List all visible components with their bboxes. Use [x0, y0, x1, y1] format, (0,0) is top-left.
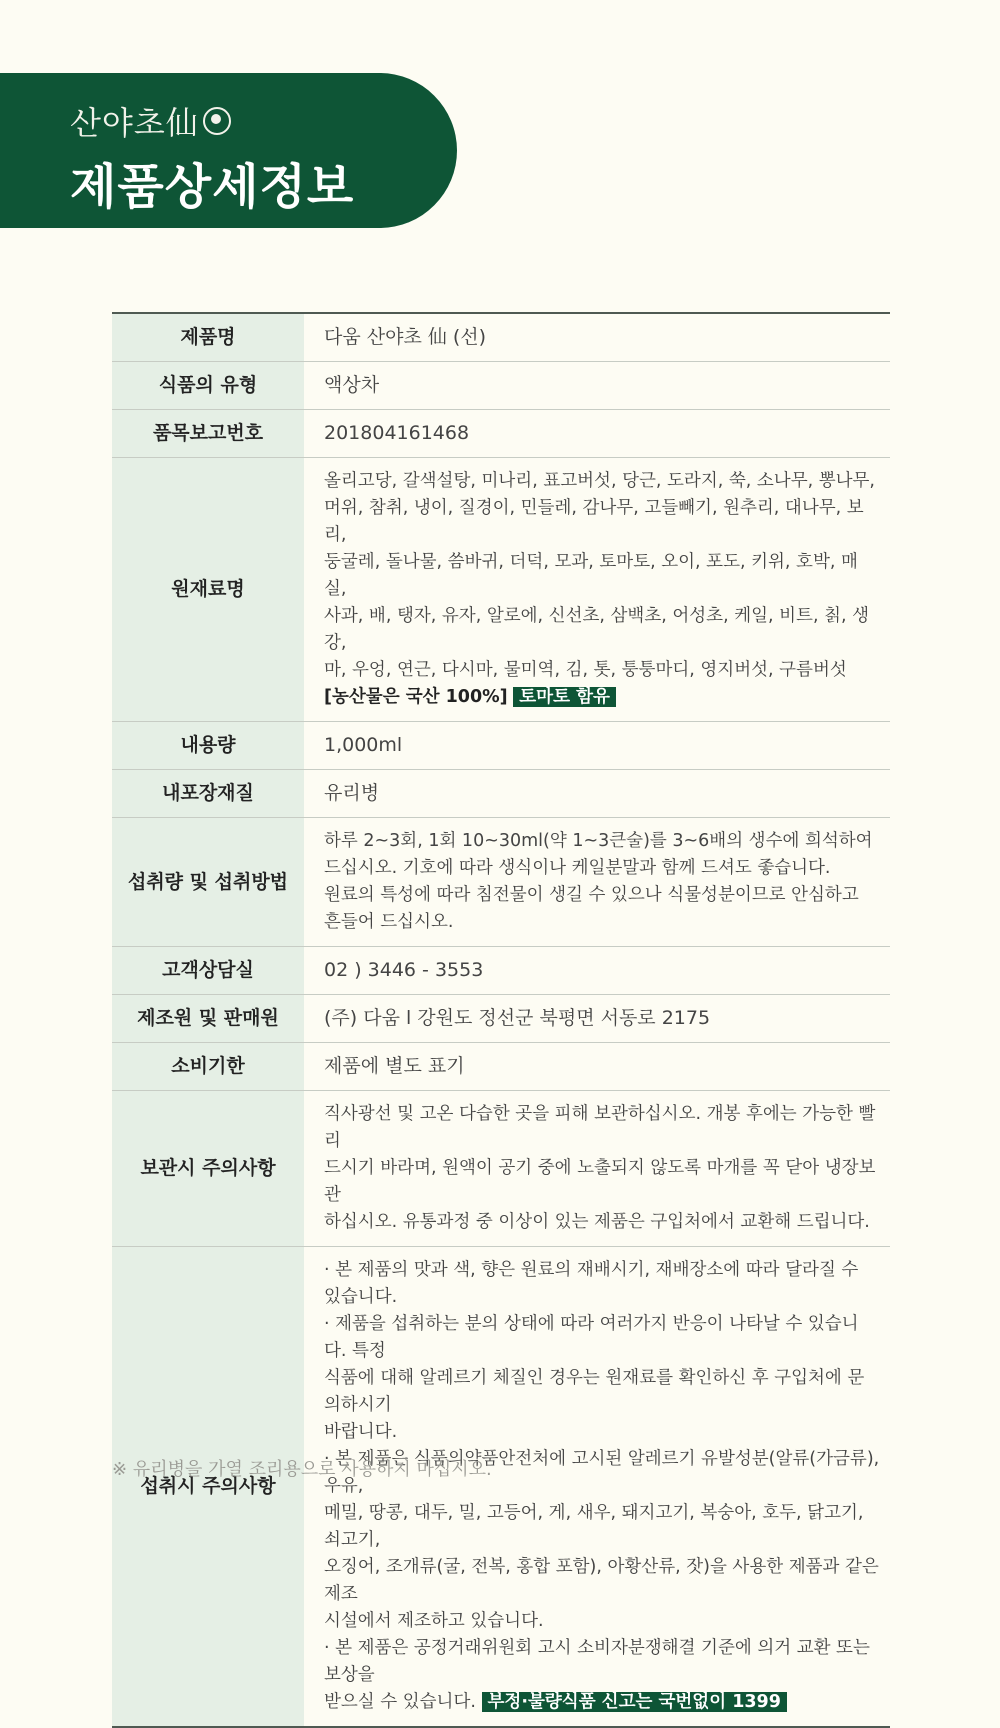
caution-last-line: [324, 1689, 880, 1716]
title-banner: [0, 73, 457, 228]
caution-line: 메밀, 땅콩, 대두, 밀, 고등어, 게, 새우, 돼지고기, 복숭아, 호두, 닭고기, 쇠고기,: [324, 1503, 864, 1550]
storage-line: 직사광선 및 고온 다습한 곳을 피해 보관하십시오. 개봉 후에는 가능한 빨리: [324, 1104, 876, 1151]
glass-bottle-warning: ※ 유리병을 가열 조리용으로 사용하지 마십시오.: [112, 1459, 492, 1480]
row-label: 원재료명: [112, 458, 304, 722]
storage-caution-value: [304, 1091, 890, 1247]
report-hotline-badge: 부정·불량식품 신고는 국번없이 1399: [482, 1692, 787, 1712]
intake-line: 원료의 특성에 따라 침전물이 생길 수 있으나 식물성분이므로 안심하고: [324, 885, 859, 905]
row-value: 02 ) 3446 - 3553: [304, 947, 890, 995]
row-value: 유리병: [304, 770, 890, 818]
table-row: [112, 313, 890, 362]
ingredients-value: [304, 458, 890, 722]
table-row: [112, 947, 890, 995]
ingredients-emphasis-line: [324, 684, 880, 711]
row-value: (주) 다움 l 강원도 정선군 북평면 서동로 2175: [304, 995, 890, 1043]
caution-line: 식품에 대해 알레르기 체질인 경우는 원재료를 확인하신 후 구입처에 문의하시기: [324, 1368, 865, 1415]
row-label: 내용량: [112, 722, 304, 770]
caution-line: 시설에서 제조하고 있습니다.: [324, 1611, 544, 1631]
caution-line: · 본 제품은 식품의약품안전처에 고시된 알레르기 유발성분(알류(가금류), 우유,: [324, 1449, 880, 1496]
storage-line: 드시기 바라며, 원액이 공기 중에 노출되지 않도록 마개를 꼭 닫아 냉장보관: [324, 1158, 876, 1205]
caution-line-text: 받으실 수 있습니다.: [324, 1692, 476, 1712]
intake-line: 하루 2~3회, 1회 10~30ml(약 1~3큰술)를 3~6배의 생수에 희석하여: [324, 831, 873, 851]
row-value: 다움 산야초 仙 (선): [304, 313, 890, 362]
ingredients-line: 마, 우엉, 연근, 다시마, 물미역, 김, 톳, 퉁퉁마디, 영지버섯, 구름버섯: [324, 660, 847, 680]
row-label: 고객상담실: [112, 947, 304, 995]
table-row: [112, 458, 890, 722]
table-row: [112, 770, 890, 818]
row-label: 섭취량 및 섭취방법: [112, 818, 304, 947]
product-info-table: [112, 312, 890, 1728]
row-value: 제품에 별도 표기: [304, 1043, 890, 1091]
brand-name: 산야초仙: [70, 104, 199, 142]
tomato-highlight-badge: 토마토 함유: [513, 687, 616, 707]
row-value: 201804161468: [304, 410, 890, 458]
intake-line: 흔들어 드십시오.: [324, 912, 454, 932]
row-value: 액상차: [304, 362, 890, 410]
ingredients-line: 사과, 배, 탱자, 유자, 알로에, 신선초, 삼백초, 어성초, 케일, 비트, 칡, 생강,: [324, 606, 870, 653]
ingredients-line: 머위, 참취, 냉이, 질경이, 민들레, 감나무, 고들빼기, 원추리, 대나무, 보리,: [324, 498, 864, 545]
table-row: [112, 722, 890, 770]
table-row: [112, 410, 890, 458]
origin-emphasis: [농산물은 국산 100%]: [324, 687, 508, 707]
row-value: 1,000ml: [304, 722, 890, 770]
caution-line: · 본 제품은 공정거래위원회 고시 소비자분쟁해결 기준에 의거 교환 또는 보상을: [324, 1638, 870, 1685]
storage-line: 하십시오. 유통과정 중 이상이 있는 제품은 구입처에서 교환해 드립니다.: [324, 1212, 870, 1232]
page-title: 제품상세정보: [70, 159, 355, 215]
row-label: 내포장재질: [112, 770, 304, 818]
table-row: [112, 1091, 890, 1247]
row-label: 소비기한: [112, 1043, 304, 1091]
table-row: [112, 818, 890, 947]
row-label: 섭취시 주의사항: [112, 1247, 304, 1728]
caution-line: 오징어, 조개류(굴, 전복, 홍합 포함), 아황산류, 잣)을 사용한 제품과 같은 제조: [324, 1557, 879, 1604]
row-label: 보관시 주의사항: [112, 1091, 304, 1247]
seal-circle-icon: [203, 107, 231, 135]
table-row: [112, 362, 890, 410]
intake-method-value: [304, 818, 890, 947]
intake-line: 드십시오. 기호에 따라 생식이나 케일분말과 함께 드셔도 좋습니다.: [324, 858, 831, 878]
table-row: [112, 1043, 890, 1091]
brand-logo: [70, 98, 231, 144]
ingredients-line: 둥굴레, 돌나물, 씀바귀, 더덕, 모과, 토마토, 오이, 포도, 키위, 호박, 매실,: [324, 552, 858, 599]
row-label: 제품명: [112, 313, 304, 362]
caution-line: · 본 제품의 맛과 색, 향은 원료의 재배시기, 재배장소에 따라 달라질 수 있습니다.: [324, 1260, 859, 1307]
row-label: 제조원 및 판매원: [112, 995, 304, 1043]
caution-line: · 제품을 섭취하는 분의 상태에 따라 여러가지 반응이 나타날 수 있습니다. 특정: [324, 1314, 859, 1361]
caution-line: 바랍니다.: [324, 1422, 398, 1442]
row-label: 식품의 유형: [112, 362, 304, 410]
table-row: [112, 995, 890, 1043]
row-label: 품목보고번호: [112, 410, 304, 458]
ingredients-line: 올리고당, 갈색설탕, 미나리, 표고버섯, 당근, 도라지, 쑥, 소나무, 뽕나무,: [324, 471, 875, 491]
